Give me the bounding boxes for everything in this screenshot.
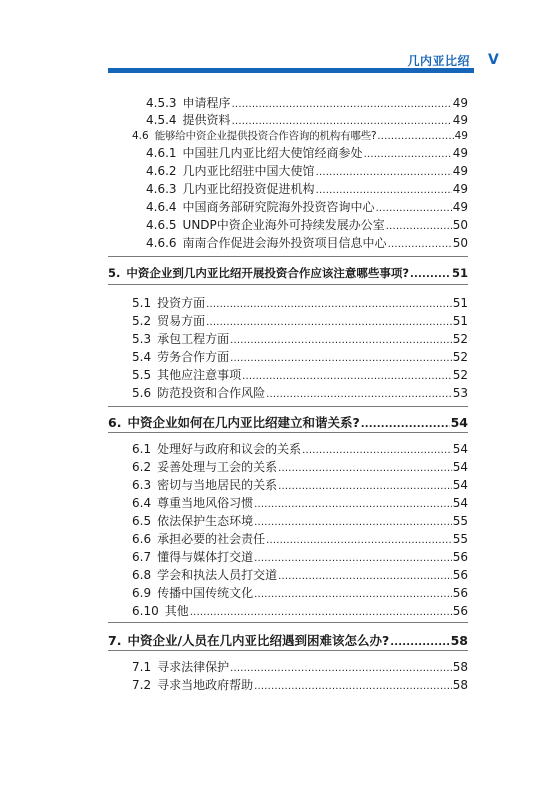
toc-entry-number: 4.6.5 [146, 218, 177, 232]
toc-entry-number: 5. [108, 266, 121, 280]
dot-leader [361, 416, 450, 434]
toc-entry[interactable] [132, 658, 468, 676]
toc-entry[interactable] [146, 144, 468, 162]
toc-entry-page: 56 [452, 604, 468, 618]
toc-entry-page: 52 [452, 350, 468, 364]
dot-leader [410, 266, 451, 284]
toc-entry-title: 防范投资和合作风险 [157, 386, 266, 400]
toc-entry[interactable] [108, 414, 468, 432]
toc-entry-number: 6.7 [132, 550, 152, 564]
toc-entry-title: 承包工程方面 [157, 332, 230, 346]
toc-entry[interactable] [132, 676, 468, 694]
toc-entry-title: 能够给中资企业提供投资合作咨询的机构有哪些? [154, 130, 377, 142]
toc-entry[interactable] [132, 330, 468, 348]
toc-entry[interactable] [132, 512, 468, 530]
toc-entry-title: 寻求法律保护 [157, 660, 230, 674]
toc-entry-page: 56 [452, 568, 468, 582]
toc-entry-number: 5.5 [132, 368, 152, 382]
toc-entry[interactable] [108, 632, 468, 650]
toc-entry-number: 5.6 [132, 386, 152, 400]
toc-entry-page: 58 [450, 633, 468, 648]
toc-entry[interactable] [146, 198, 468, 216]
toc-entry[interactable] [146, 216, 468, 234]
toc-entry-number: 4.5.4 [146, 113, 177, 127]
toc-entry[interactable] [132, 312, 468, 330]
toc-entry-page: 52 [452, 368, 468, 382]
toc-entry-page: 49 [454, 130, 468, 142]
toc-entry-page: 49 [452, 146, 468, 160]
toc-entry-title: 承担必要的社会责任 [157, 532, 266, 546]
toc-entry-number: 6.4 [132, 496, 152, 510]
toc-entry-title: 寻求当地政府帮助 [157, 678, 254, 692]
toc-entry[interactable] [132, 476, 468, 494]
section-divider [108, 256, 468, 257]
dot-leader [390, 634, 449, 652]
toc-entry-number: 7.1 [132, 660, 152, 674]
page-number: V [488, 52, 499, 68]
toc-entry-title: 中资企业/人员在几内亚比绍遇到困难该怎么办? [127, 633, 390, 648]
toc-entry-title: 中资企业到几内亚比绍开展投资合作应该注意哪些事项? [126, 266, 410, 280]
section-divider [108, 622, 468, 623]
toc-entry-title: 尊重当地风俗习惯 [157, 496, 254, 510]
dot-leader [254, 678, 452, 696]
toc-entry[interactable] [132, 127, 468, 145]
toc-entry[interactable] [132, 366, 468, 384]
toc-entry-title: 劳务合作方面 [157, 350, 230, 364]
section-divider [108, 284, 468, 285]
toc-entry-title: 其他应注意事项 [157, 368, 242, 382]
toc-entry[interactable] [132, 584, 468, 602]
toc-entry-number: 4.5.3 [146, 96, 177, 110]
toc-entry-page: 54 [452, 442, 468, 456]
toc-entry-page: 49 [452, 113, 468, 127]
toc-entry-title: 传播中国传统文化 [157, 586, 254, 600]
toc-entry-page: 55 [452, 532, 468, 546]
toc-entry-page: 50 [452, 218, 468, 232]
toc-entry[interactable] [132, 440, 468, 458]
toc-entry-title: 依法保护生态环境 [157, 514, 254, 528]
toc-entry-page: 55 [452, 514, 468, 528]
toc-entry-title: 懂得与媒体打交道 [157, 550, 254, 564]
toc-entry-page: 54 [452, 478, 468, 492]
toc-entry-title: UNDP中资企业海外可持续发展办公室 [182, 218, 385, 232]
toc-entry-number: 7.2 [132, 678, 152, 692]
toc-entry-title: 几内亚比绍投资促进机构 [182, 182, 315, 196]
toc-entry-page: 53 [452, 386, 468, 400]
toc-entry[interactable] [132, 530, 468, 548]
toc-entry-number: 5.4 [132, 350, 152, 364]
toc-entry-title: 投资方面 [157, 296, 206, 310]
toc-entry[interactable] [132, 494, 468, 512]
toc-entry-page: 51 [452, 296, 468, 310]
toc-entry-number: 4.6.2 [146, 164, 177, 178]
toc-entry-page: 49 [452, 96, 468, 110]
toc-entry-number: 5.1 [132, 296, 152, 310]
section-divider [108, 406, 468, 407]
header-rule [108, 68, 474, 73]
toc-entry-number: 5.3 [132, 332, 152, 346]
toc-entry-number: 4.6.1 [146, 146, 177, 160]
dot-leader [388, 236, 452, 254]
toc-entry-number: 4.6.3 [146, 182, 177, 196]
toc-entry-page: 49 [452, 164, 468, 178]
toc-entry-title: 学会和执法人员打交道 [157, 568, 278, 582]
toc-entry-page: 52 [452, 332, 468, 346]
toc-entry[interactable] [132, 458, 468, 476]
toc-entry-page: 49 [452, 200, 468, 214]
toc-entry-number: 6.9 [132, 586, 152, 600]
dot-leader [190, 604, 452, 622]
toc-entry-number: 4.6 [132, 130, 149, 142]
toc-entry[interactable] [132, 294, 468, 312]
toc-entry[interactable] [146, 94, 468, 112]
toc-entry-page: 51 [451, 266, 468, 280]
running-header-title: 几内亚比绍 [407, 54, 470, 68]
toc-entry-number: 6.5 [132, 514, 152, 528]
toc-entry-title: 处理好与政府和议会的关系 [157, 442, 302, 456]
toc-entry-number: 4.6.4 [146, 200, 177, 214]
toc-entry-title: 中国驻几内亚比绍大使馆经商参处 [182, 146, 363, 160]
toc-entry-page: 56 [452, 550, 468, 564]
toc-entry-title: 密切与当地居民的关系 [157, 478, 278, 492]
toc-entry-title: 南南合作促进会海外投资项目信息中心 [182, 236, 387, 250]
toc-entry[interactable] [132, 602, 468, 620]
toc-entry[interactable] [132, 566, 468, 584]
toc-entry-page: 56 [452, 586, 468, 600]
toc-entry-page: 49 [452, 182, 468, 196]
toc-entry-title: 申请程序 [182, 96, 231, 110]
dot-leader [266, 386, 452, 404]
toc-entry-page: 58 [452, 678, 468, 692]
toc-entry-page: 54 [452, 460, 468, 474]
toc-entry-number: 6.10 [132, 604, 159, 618]
toc-entry-page: 51 [452, 314, 468, 328]
toc-entry[interactable] [132, 348, 468, 366]
toc-entry-title: 提供资料 [182, 113, 231, 127]
toc-entry[interactable] [132, 384, 468, 402]
toc-entry-title: 中资企业如何在几内亚比绍建立和谐关系? [127, 415, 360, 430]
toc-entry-number: 6.6 [132, 532, 152, 546]
toc-entry-number: 6.3 [132, 478, 152, 492]
toc-entry-number: 4.6.6 [146, 236, 177, 250]
toc-entry-page: 58 [452, 660, 468, 674]
toc-entry-number: 6. [108, 415, 122, 430]
toc-entry-number: 7. [108, 633, 122, 648]
toc-entry-number: 6.2 [132, 460, 152, 474]
toc-entry-page: 50 [452, 236, 468, 250]
toc-entry-title: 妥善处理与工会的关系 [157, 460, 278, 474]
toc-entry-page: 54 [450, 415, 468, 430]
toc-entry-title: 中国商务部研究院海外投资咨询中心 [182, 200, 375, 214]
toc-entry[interactable] [146, 180, 468, 198]
toc-entry-title: 贸易方面 [157, 314, 206, 328]
toc-entry-title: 其他 [164, 604, 189, 618]
toc-entry-title: 几内亚比绍驻中国大使馆 [182, 164, 315, 178]
toc-entry[interactable] [132, 548, 468, 566]
toc-entry[interactable] [108, 264, 468, 282]
toc-entry-page: 54 [452, 496, 468, 510]
toc-entry-number: 6.8 [132, 568, 152, 582]
toc-entry[interactable] [146, 234, 468, 252]
toc-entry-number: 5.2 [132, 314, 152, 328]
toc-entry[interactable] [146, 162, 468, 180]
toc-entry-number: 6.1 [132, 442, 152, 456]
